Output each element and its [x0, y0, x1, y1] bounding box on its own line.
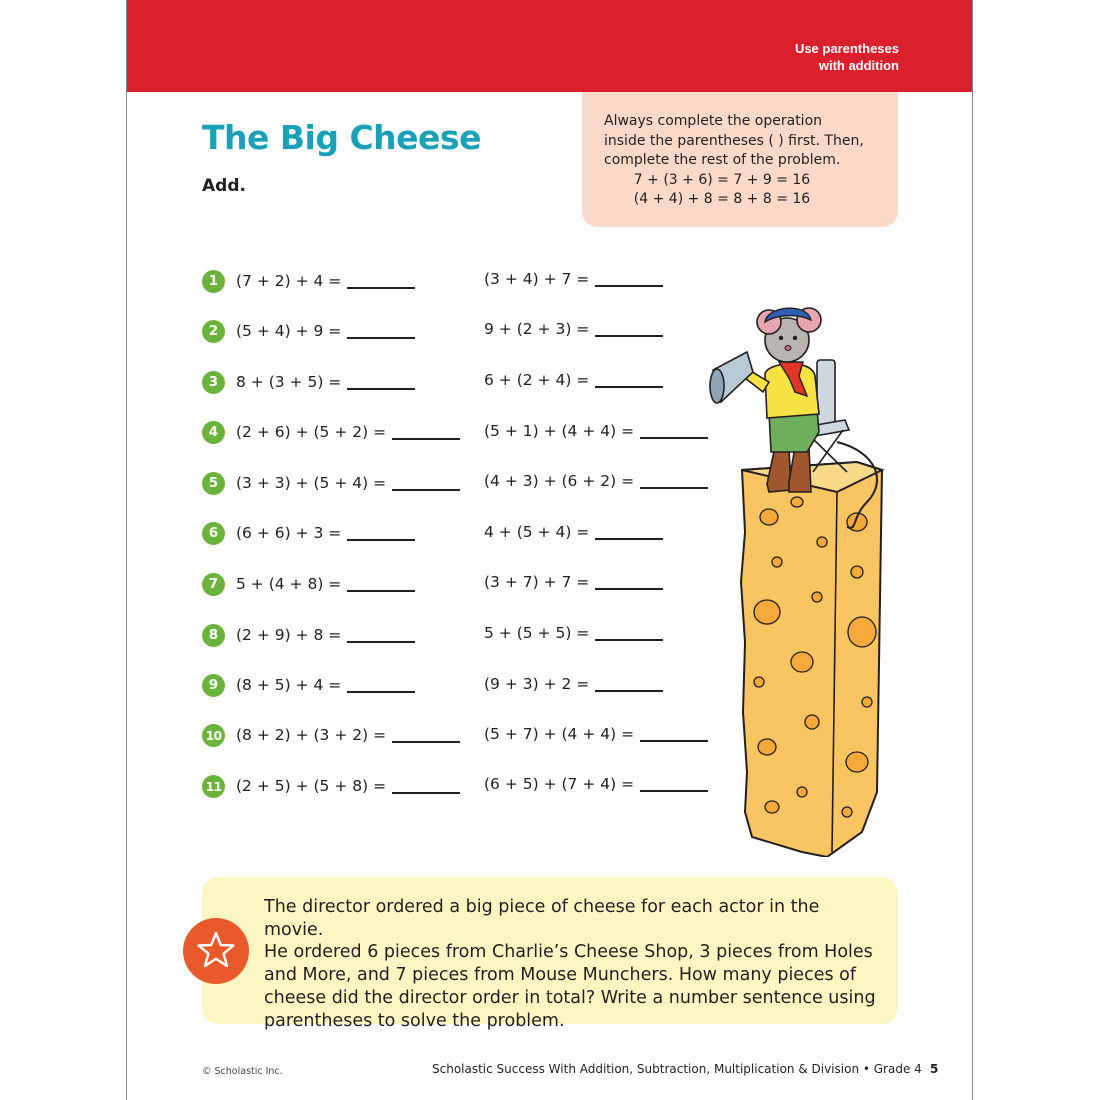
problem-expression: (2 + 9) + 8 = [236, 626, 342, 644]
problem-left-6 [202, 520, 415, 546]
word-problem-line-5: parentheses to solve the problem. [264, 1010, 565, 1031]
answer-blank[interactable] [640, 487, 708, 489]
problem-right-11 [484, 771, 708, 797]
banner-topic [679, 40, 899, 74]
star-icon [196, 930, 236, 970]
problem-right-8 [484, 620, 663, 646]
answer-blank[interactable] [347, 539, 415, 541]
answer-blank[interactable] [347, 337, 415, 339]
problem-number-badge: 2 [202, 320, 225, 343]
problem-left-11 [202, 773, 460, 799]
problem-number-badge: 3 [202, 371, 225, 394]
problem-number-badge: 1 [202, 270, 225, 293]
problem-expression: (5 + 7) + (4 + 4) = [484, 725, 635, 743]
answer-blank[interactable] [347, 590, 415, 592]
answer-blank[interactable] [640, 790, 708, 792]
problem-expression: (3 + 4) + 7 = [484, 270, 590, 288]
word-problem-line-1: The director ordered a big piece of cheese for each actor in the movie. [264, 897, 820, 940]
answer-blank[interactable] [392, 792, 460, 794]
cheese-tower-image [707, 292, 907, 857]
rule-line-2: inside the parentheses ( ) first. Then, [604, 132, 864, 149]
problem-number-badge: 11 [202, 775, 225, 798]
rule-example-1: 7 + (3 + 6) = 7 + 9 = 16 [633, 171, 811, 188]
problem-right-1 [484, 266, 663, 292]
answer-blank[interactable] [595, 538, 663, 540]
problem-left-7 [202, 571, 415, 597]
book-title-footer: Scholastic Success With Addition, Subtraction, Multiplication & Division • Grade 4 [432, 1062, 922, 1076]
problem-expression: (2 + 6) + (5 + 2) = [236, 423, 387, 441]
answer-blank[interactable] [595, 588, 663, 590]
problem-expression: 4 + (5 + 4) = [484, 523, 590, 541]
word-problem-text [264, 896, 876, 1032]
page-title: The Big Cheese [202, 118, 481, 157]
answer-blank[interactable] [595, 639, 663, 641]
answer-blank[interactable] [347, 641, 415, 643]
problem-number-badge: 9 [202, 674, 225, 697]
word-problem-line-2: He ordered 6 pieces from Charlie’s Cheese Shop, 3 pieces from Holes [264, 942, 873, 963]
problem-right-4 [484, 418, 708, 444]
answer-blank[interactable] [347, 691, 415, 693]
copyright-notice: © Scholastic Inc. [202, 1066, 283, 1077]
answer-blank[interactable] [595, 285, 663, 287]
problem-number-badge: 8 [202, 624, 225, 647]
problem-left-10 [202, 722, 460, 748]
problem-left-5 [202, 470, 460, 496]
problem-left-3 [202, 369, 415, 395]
problem-expression: 5 + (5 + 5) = [484, 624, 590, 642]
problem-expression: 8 + (3 + 5) = [236, 373, 342, 391]
worksheet-page [126, 0, 973, 1100]
answer-blank[interactable] [595, 335, 663, 337]
problem-expression: (6 + 5) + (7 + 4) = [484, 775, 635, 793]
problem-expression: (4 + 3) + (6 + 2) = [484, 472, 635, 490]
mouse-on-cheese-illustration [707, 292, 907, 857]
problem-expression: (3 + 7) + 7 = [484, 573, 590, 591]
problem-right-9 [484, 671, 663, 697]
star-badge [183, 918, 249, 984]
problem-expression: (8 + 5) + 4 = [236, 676, 342, 694]
problem-left-8 [202, 622, 415, 648]
answer-blank[interactable] [595, 386, 663, 388]
problem-right-3 [484, 367, 663, 393]
problem-left-4 [202, 419, 460, 445]
problem-right-5 [484, 468, 708, 494]
problem-expression: (8 + 2) + (3 + 2) = [236, 726, 387, 744]
word-problem-line-3: and More, and 7 pieces from Mouse Munchers. How many pieces of [264, 965, 857, 986]
problem-expression: (7 + 2) + 4 = [236, 272, 342, 290]
problem-left-9 [202, 672, 415, 698]
banner-line-1: Use parentheses [794, 41, 899, 56]
answer-blank[interactable] [347, 287, 415, 289]
answer-blank[interactable] [640, 740, 708, 742]
banner-line-2: with addition [818, 58, 899, 73]
problem-number-badge: 4 [202, 421, 225, 444]
problem-left-2 [202, 318, 415, 344]
problem-number-badge: 10 [202, 724, 225, 747]
problem-expression: (9 + 3) + 2 = [484, 675, 590, 693]
problem-expression: 5 + (4 + 8) = [236, 575, 342, 593]
word-problem-line-4: cheese did the director order in total? Write a number sentence using [264, 987, 876, 1008]
problem-right-2 [484, 316, 663, 342]
problem-left-1 [202, 268, 415, 294]
answer-blank[interactable] [392, 489, 460, 491]
rule-line-1: Always complete the operation [604, 113, 823, 129]
answer-blank[interactable] [392, 438, 460, 440]
problem-expression: (3 + 3) + (5 + 4) = [236, 474, 387, 492]
rule-line-3: complete the rest of the problem. [604, 152, 841, 169]
problem-expression: (6 + 6) + 3 = [236, 524, 342, 542]
problem-expression: 9 + (2 + 3) = [484, 320, 590, 338]
answer-blank[interactable] [595, 690, 663, 692]
problem-number-badge: 6 [202, 522, 225, 545]
answer-blank[interactable] [347, 388, 415, 390]
problem-expression: (5 + 4) + 9 = [236, 322, 342, 340]
problem-expression: (5 + 1) + (4 + 4) = [484, 422, 635, 440]
problem-number-badge: 5 [202, 472, 225, 495]
rule-box [582, 92, 898, 227]
problem-expression: 6 + (2 + 4) = [484, 371, 590, 389]
problem-expression: (2 + 5) + (5 + 8) = [236, 777, 387, 795]
problem-right-6 [484, 519, 663, 545]
instruction-label: Add. [202, 176, 246, 196]
answer-blank[interactable] [640, 437, 708, 439]
problem-right-10 [484, 721, 708, 747]
page-number: 5 [930, 1062, 939, 1076]
problem-right-7 [484, 569, 663, 595]
answer-blank[interactable] [392, 741, 460, 743]
problem-number-badge: 7 [202, 573, 225, 596]
rule-example-2: (4 + 4) + 8 = 8 + 8 = 16 [633, 191, 811, 208]
header-banner [127, 0, 973, 92]
